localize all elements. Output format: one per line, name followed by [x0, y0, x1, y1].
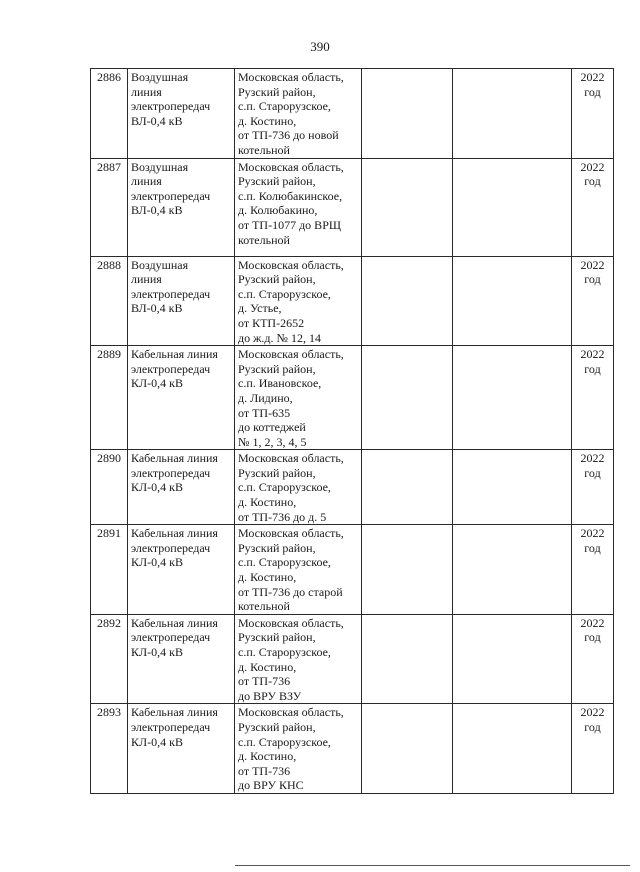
year-cell-line: год	[584, 174, 601, 189]
page-number: 390	[310, 39, 330, 54]
object-name-cell-line: ВЛ-0,4 кВ	[131, 203, 183, 218]
location-cell	[235, 69, 362, 159]
object-name-cell-line: Кабельная линия	[131, 347, 218, 362]
location-cell-line: от ТП-635	[238, 405, 291, 420]
object-name-cell-line: КЛ-0,4 кВ	[131, 480, 183, 495]
object-name-cell	[128, 256, 235, 346]
year-cell	[572, 614, 614, 704]
location-cell-line: от ТП-1077 до ВРЩ	[238, 217, 341, 232]
record-number-cell: 2890	[91, 450, 128, 525]
empty-cell	[362, 158, 453, 256]
registry-body	[91, 69, 614, 794]
empty-cell	[362, 69, 453, 159]
object-name-cell	[128, 346, 235, 450]
object-name-cell	[128, 704, 235, 794]
empty-cell	[362, 614, 453, 704]
location-cell-line: д. Устье,	[238, 301, 282, 316]
object-name-cell	[128, 158, 235, 256]
year-cell-line: 2022	[580, 257, 605, 272]
record-number-cell: 2892	[91, 614, 128, 704]
location-cell-line: Московская область,	[238, 526, 344, 541]
location-cell-line: Рузский район,	[238, 719, 316, 734]
empty-cell	[453, 525, 572, 615]
object-name-cell-line: линия	[131, 272, 162, 287]
location-cell-line: д. Костино,	[238, 659, 297, 674]
location-cell-line: от ТП-736	[238, 674, 291, 689]
object-name-cell-line: линия	[131, 84, 162, 99]
location-cell	[235, 450, 362, 525]
table-row	[91, 704, 614, 794]
table-row	[91, 525, 614, 615]
footer-rule	[235, 865, 630, 866]
record-number-cell: 2886	[91, 69, 128, 159]
object-name-cell-line: Кабельная линия	[131, 526, 218, 541]
empty-cell	[453, 256, 572, 346]
record-number-cell: 2887	[91, 158, 128, 256]
location-cell-line: д. Костино,	[238, 113, 297, 128]
location-cell-line: д. Костино,	[238, 495, 297, 510]
location-cell-line: Московская область,	[238, 257, 344, 272]
year-cell-line: 2022	[580, 615, 605, 630]
object-name-cell-line: КЛ-0,4 кВ	[131, 376, 183, 391]
location-cell	[235, 346, 362, 450]
year-cell-line: год	[584, 540, 601, 555]
registry-table	[90, 68, 614, 794]
object-name-cell-line: Воздушная	[131, 257, 189, 272]
location-cell-line: от ТП-736 до д. 5	[238, 509, 327, 524]
location-cell-line: Рузский район,	[238, 630, 316, 645]
object-name-cell-line: Воздушная	[131, 70, 189, 84]
empty-cell	[453, 450, 572, 525]
location-cell-line: до ж.д. № 12, 14	[238, 330, 321, 345]
location-cell-line: Московская область,	[238, 159, 344, 174]
year-cell-line: 2022	[580, 70, 605, 84]
object-name-cell-line: Кабельная линия	[131, 451, 218, 466]
location-cell-line: с.п. Ивановское,	[238, 376, 322, 391]
year-cell	[572, 256, 614, 346]
object-name-cell-line: электропередач	[131, 465, 211, 480]
year-cell-line: год	[584, 719, 601, 734]
location-cell-line: Московская область,	[238, 705, 344, 720]
location-cell-line: с.п. Старорузское,	[238, 480, 331, 495]
object-name-cell-line: электропередач	[131, 361, 211, 376]
record-number-cell: 2889	[91, 346, 128, 450]
object-name-cell-line: электропередач	[131, 630, 211, 645]
object-name-cell-line: Кабельная линия	[131, 705, 218, 720]
empty-cell	[362, 346, 453, 450]
object-name-cell-line: КЛ-0,4 кВ	[131, 734, 183, 749]
object-name-cell	[128, 525, 235, 615]
location-cell-line: с.п. Старорузское,	[238, 286, 331, 301]
object-name-cell	[128, 69, 235, 159]
empty-cell	[362, 256, 453, 346]
location-cell-line: котельной	[238, 232, 290, 247]
location-cell-line: от ТП-736 до старой	[238, 584, 343, 599]
location-cell-line: Рузский район,	[238, 540, 316, 555]
empty-cell	[362, 704, 453, 794]
object-name-cell-line: линия	[131, 174, 162, 189]
record-number-cell: 2888	[91, 256, 128, 346]
object-name-cell-line: электропередач	[131, 99, 211, 114]
table-row	[91, 450, 614, 525]
year-cell-line: год	[584, 630, 601, 645]
year-cell-line: 2022	[580, 451, 605, 466]
location-cell-line: с.п. Старорузское,	[238, 645, 331, 659]
year-cell-line: 2022	[580, 526, 605, 541]
object-name-cell-line: электропередач	[131, 188, 211, 203]
location-cell-line: Московская область,	[238, 615, 344, 630]
location-cell	[235, 525, 362, 615]
empty-cell	[453, 158, 572, 256]
table-row	[91, 69, 614, 159]
object-name-cell-line: электропередач	[131, 540, 211, 555]
location-cell-line: от КТП-2652	[238, 315, 305, 330]
location-cell-line: с.п. Старорузское,	[238, 555, 331, 570]
empty-cell	[362, 450, 453, 525]
location-cell-line: Рузский район,	[238, 174, 316, 189]
object-name-cell-line: электропередач	[131, 719, 211, 734]
location-cell-line: Рузский район,	[238, 361, 316, 376]
year-cell	[572, 69, 614, 159]
location-cell-line: д. Костино,	[238, 570, 297, 585]
year-cell	[572, 704, 614, 794]
location-cell-line: с.п. Колюбакинское,	[238, 188, 343, 203]
year-cell-line: 2022	[580, 159, 605, 174]
year-cell-line: год	[584, 361, 601, 376]
empty-cell	[453, 704, 572, 794]
location-cell-line: до коттеджей	[238, 420, 306, 435]
location-cell-line: от ТП-736 до новой	[238, 128, 339, 143]
record-number-cell: 2891	[91, 525, 128, 615]
table-row	[91, 158, 614, 256]
location-cell-line: № 1, 2, 3, 4, 5	[238, 434, 307, 449]
year-cell-line: 2022	[580, 705, 605, 720]
location-cell-line: с.п. Старорузское,	[238, 99, 331, 114]
object-name-cell-line: КЛ-0,4 кВ	[131, 555, 183, 570]
table-row	[91, 614, 614, 704]
empty-cell	[362, 525, 453, 615]
object-name-cell	[128, 614, 235, 704]
location-cell-line: от ТП-736	[238, 763, 291, 778]
location-cell	[235, 158, 362, 256]
location-cell-line: котельной	[238, 599, 290, 614]
location-cell-line: до ВРУ ВЗУ	[238, 688, 302, 703]
location-cell-line: Московская область,	[238, 451, 344, 466]
object-name-cell-line: ВЛ-0,4 кВ	[131, 113, 183, 128]
year-cell-line: год	[584, 272, 601, 287]
year-cell-line: год	[584, 84, 601, 99]
object-name-cell-line: КЛ-0,4 кВ	[131, 645, 183, 659]
year-cell-line: год	[584, 465, 601, 480]
object-name-cell-line: Воздушная	[131, 159, 189, 174]
empty-cell	[453, 346, 572, 450]
year-cell-line: 2022	[580, 347, 605, 362]
year-cell	[572, 525, 614, 615]
location-cell-line: д. Костино,	[238, 749, 297, 764]
object-name-cell-line: ВЛ-0,4 кВ	[131, 301, 183, 316]
table-row	[91, 346, 614, 450]
object-name-cell-line: Кабельная линия	[131, 615, 218, 630]
object-name-cell	[128, 450, 235, 525]
year-cell	[572, 346, 614, 450]
location-cell-line: котельной	[238, 142, 290, 157]
location-cell	[235, 256, 362, 346]
empty-cell	[453, 614, 572, 704]
location-cell-line: Рузский район,	[238, 465, 316, 480]
location-cell-line: Московская область,	[238, 347, 344, 362]
year-cell	[572, 158, 614, 256]
table-row	[91, 256, 614, 346]
location-cell-line: д. Лидино,	[238, 390, 293, 405]
object-name-cell-line: электропередач	[131, 286, 211, 301]
location-cell	[235, 704, 362, 794]
empty-cell	[453, 69, 572, 159]
location-cell-line: Московская область,	[238, 70, 344, 84]
record-number-cell: 2893	[91, 704, 128, 794]
location-cell-line: д. Колюбакино,	[238, 203, 318, 218]
location-cell-line: с.п. Старорузское,	[238, 734, 331, 749]
location-cell-line: Рузский район,	[238, 84, 316, 99]
location-cell	[235, 614, 362, 704]
year-cell	[572, 450, 614, 525]
location-cell-line: до ВРУ КНС	[238, 778, 304, 793]
location-cell-line: Рузский район,	[238, 272, 316, 287]
